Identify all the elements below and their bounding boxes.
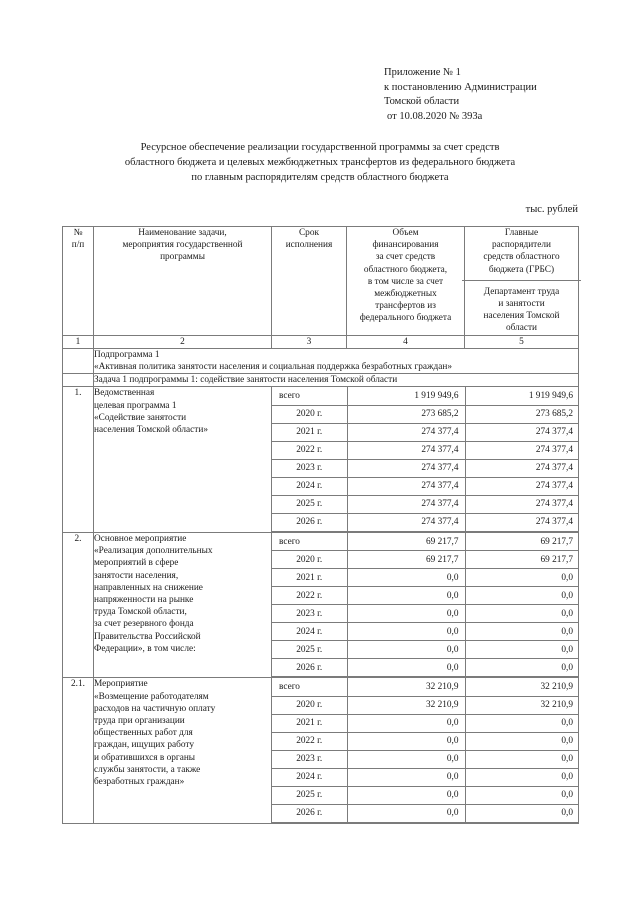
grbs-value: 32 210,9 — [465, 696, 579, 714]
amount-value: 32 210,9 — [347, 678, 465, 696]
section-row-task — [94, 374, 579, 387]
grbs-value: 69 217,7 — [465, 533, 579, 551]
period-label: 2023 г. — [272, 750, 347, 768]
page-title-line: по главным распорядителям средств областного бюджета — [191, 172, 449, 183]
amount-value: 1 919 949,6 — [347, 387, 465, 405]
header-cell-task-name — [94, 227, 272, 336]
grbs-value: 274 377,4 — [465, 459, 579, 477]
header-cell-period — [272, 227, 347, 336]
period-label: 2022 г. — [272, 732, 347, 750]
header-line: программы — [160, 252, 205, 263]
page-title — [62, 140, 578, 185]
row-name-line: «Возмещение работодателям — [94, 691, 209, 702]
appendix-line: от 10.08.2020 № 393а — [387, 110, 483, 122]
period-label: всего — [272, 678, 347, 696]
row-name-line: службы занятости, а также — [94, 764, 201, 775]
row-name-line: занятости населения, — [94, 570, 179, 581]
period-row — [272, 495, 579, 513]
grbs-value: 0,0 — [465, 641, 579, 659]
period-values-grid — [272, 387, 579, 532]
row-name — [94, 678, 272, 824]
column-number: 2 — [94, 335, 272, 348]
amount-value: 274 377,4 — [347, 441, 465, 459]
period-row — [272, 768, 579, 786]
grbs-value: 274 377,4 — [465, 513, 579, 531]
period-row — [272, 804, 579, 822]
row-name-line: Федерации», в том числе: — [94, 643, 196, 654]
appendix-line: Приложение № 1 — [384, 67, 461, 78]
period-row — [272, 605, 579, 623]
period-label: всего — [272, 533, 347, 551]
period-row — [272, 441, 579, 459]
row-name-line: напряженности на рынке — [94, 594, 194, 605]
period-label: 2020 г. — [272, 551, 347, 569]
row-number: 1. — [63, 387, 94, 533]
section-row-number-cell — [63, 348, 94, 373]
grbs-value: 32 210,9 — [465, 678, 579, 696]
row-name-line: расходов на частичную оплату — [94, 703, 216, 714]
grbs-value: 0,0 — [465, 714, 579, 732]
period-label: 2020 г. — [272, 405, 347, 423]
amount-value: 0,0 — [347, 732, 465, 750]
period-values-grid — [272, 533, 579, 678]
header-line: мероприятия государственной — [122, 240, 243, 251]
header-line: Срок — [298, 228, 319, 238]
header-cell-number — [63, 227, 94, 336]
row-name-line: Ведомственная — [94, 388, 155, 399]
period-row — [272, 405, 579, 423]
row-name-line: Основное мероприятие — [94, 533, 187, 544]
header-line: Департамент труда — [483, 286, 560, 297]
amount-value: 274 377,4 — [347, 495, 465, 513]
period-label: 2022 г. — [272, 587, 347, 605]
header-grbs-department — [465, 285, 578, 335]
header-line: в том числе за счет — [367, 276, 444, 287]
section-row-subprogram — [94, 348, 579, 373]
period-label: 2020 г. — [272, 696, 347, 714]
period-label: 2023 г. — [272, 459, 347, 477]
row-values-host — [272, 678, 579, 824]
period-row — [272, 423, 579, 441]
row-name-line: и обратившихся в органы — [94, 752, 196, 763]
section-row-number-cell — [63, 374, 94, 387]
period-row — [272, 750, 579, 768]
row-name-line: населения Томской области» — [94, 425, 208, 436]
period-label: 2025 г. — [272, 641, 347, 659]
appendix-reference — [384, 66, 634, 124]
row-name-line: граждан, ищущих работу — [94, 740, 195, 751]
period-row — [272, 387, 579, 405]
amount-value: 0,0 — [347, 786, 465, 804]
amount-value: 0,0 — [347, 750, 465, 768]
header-line: населения Томской — [483, 311, 560, 322]
period-label: 2025 г. — [272, 495, 347, 513]
row-name-line: труда Томской области, — [94, 607, 187, 618]
grbs-value: 0,0 — [465, 569, 579, 587]
period-label: 2026 г. — [272, 659, 347, 677]
table-section-row — [63, 348, 579, 373]
period-row — [272, 623, 579, 641]
resource-allocation-table — [62, 226, 579, 824]
page-title-line: Ресурсное обеспечение реализации государственной программы за счет средств — [140, 142, 500, 153]
table-column-number-row — [63, 335, 579, 348]
amount-value: 0,0 — [347, 587, 465, 605]
grbs-value: 0,0 — [465, 750, 579, 768]
amount-value: 273 685,2 — [347, 405, 465, 423]
period-row — [272, 533, 579, 551]
units-note: тыс. рублей — [525, 204, 578, 215]
header-line: межбюджетных — [374, 289, 437, 300]
period-label: 2021 г. — [272, 569, 347, 587]
amount-value: 0,0 — [347, 659, 465, 677]
header-line: области — [505, 323, 538, 334]
grbs-value: 274 377,4 — [465, 441, 579, 459]
header-line: распорядители — [492, 240, 551, 251]
section-line: Задача 1 подпрограммы 1: содействие занятости населения Томской области — [94, 375, 398, 386]
header-cell-grbs — [465, 227, 579, 336]
period-row — [272, 714, 579, 732]
grbs-value: 0,0 — [465, 623, 579, 641]
header-grbs-title — [462, 223, 581, 281]
header-line: финансирования — [372, 240, 439, 251]
header-cell-funding-volume — [347, 227, 465, 336]
row-values-host — [272, 387, 579, 533]
grbs-value: 0,0 — [465, 786, 579, 804]
period-row — [272, 477, 579, 495]
header-line: и занятости — [498, 299, 545, 310]
period-row — [272, 587, 579, 605]
section-line: Подпрограмма 1 — [94, 349, 160, 360]
amount-value: 0,0 — [347, 605, 465, 623]
amount-value: 0,0 — [347, 641, 465, 659]
period-label: 2024 г. — [272, 477, 347, 495]
grbs-value: 0,0 — [465, 732, 579, 750]
row-name — [94, 532, 272, 678]
amount-value: 274 377,4 — [347, 459, 465, 477]
period-label: 2025 г. — [272, 786, 347, 804]
table-row — [63, 387, 579, 533]
column-number: 4 — [347, 335, 465, 348]
column-number: 3 — [272, 335, 347, 348]
period-row — [272, 641, 579, 659]
header-line: областного бюджета, — [363, 264, 448, 275]
amount-value: 0,0 — [347, 804, 465, 822]
section-line: «Активная политика занятости населения и социальная поддержка безработных граждан» — [94, 362, 452, 373]
grbs-value: 273 685,2 — [465, 405, 579, 423]
row-values-host — [272, 532, 579, 678]
header-line: федерального бюджета — [359, 313, 452, 324]
period-row — [272, 696, 579, 714]
table-row — [63, 678, 579, 824]
period-label: 2024 г. — [272, 768, 347, 786]
row-name-line: «Содействие занятости — [94, 412, 187, 423]
header-line: исполнения — [285, 240, 333, 251]
resource-table-wrapper — [62, 226, 578, 824]
row-name-line: «Реализация дополнительных — [94, 546, 213, 557]
page-title-line: областного бюджета и целевых межбюджетных трансфертов из федерального бюджета — [124, 157, 516, 168]
grbs-value: 274 377,4 — [465, 477, 579, 495]
grbs-value: 0,0 — [465, 659, 579, 677]
row-name-line: направленных на снижение — [94, 582, 203, 593]
column-number: 1 — [63, 335, 94, 348]
appendix-line: Томской области — [384, 96, 460, 107]
amount-value: 0,0 — [347, 623, 465, 641]
table-header-row — [63, 227, 579, 336]
header-line: трансфертов из — [375, 301, 436, 312]
amount-value: 274 377,4 — [347, 477, 465, 495]
header-line: № — [73, 228, 83, 238]
row-name-line: целевая программа 1 — [94, 400, 177, 411]
period-row — [272, 732, 579, 750]
period-row — [272, 678, 579, 696]
row-number: 2. — [63, 532, 94, 678]
header-line: за счет средств — [375, 252, 436, 263]
grbs-value: 0,0 — [465, 804, 579, 822]
row-name — [94, 387, 272, 533]
period-label: 2026 г. — [272, 804, 347, 822]
grbs-value: 0,0 — [465, 768, 579, 786]
period-label: 2021 г. — [272, 714, 347, 732]
table-section-row — [63, 374, 579, 387]
period-label: 2024 г. — [272, 623, 347, 641]
period-row — [272, 459, 579, 477]
header-line: п/п — [71, 240, 85, 251]
amount-value: 69 217,7 — [347, 551, 465, 569]
period-row — [272, 659, 579, 677]
row-name-line: мероприятий в сфере — [94, 558, 179, 569]
grbs-value: 1 919 949,6 — [465, 387, 579, 405]
amount-value: 274 377,4 — [347, 513, 465, 531]
row-name-line: Правительства Российской — [94, 631, 201, 642]
period-label: 2021 г. — [272, 423, 347, 441]
row-name-line: Мероприятие — [94, 679, 148, 690]
amount-value: 274 377,4 — [347, 423, 465, 441]
row-name-line: труда при организации — [94, 716, 185, 727]
header-line: Наименование задачи, — [138, 228, 227, 238]
period-values-grid — [272, 678, 579, 823]
amount-value: 0,0 — [347, 569, 465, 587]
amount-value: 32 210,9 — [347, 696, 465, 714]
period-row — [272, 513, 579, 531]
row-name-line: за счет резервного фонда — [94, 619, 194, 630]
appendix-line: к постановлению Администрации — [384, 81, 537, 93]
period-row — [272, 551, 579, 569]
grbs-value: 0,0 — [465, 605, 579, 623]
grbs-value: 0,0 — [465, 587, 579, 605]
period-row — [272, 569, 579, 587]
header-line: средств областного — [483, 252, 560, 263]
grbs-value: 274 377,4 — [465, 423, 579, 441]
period-label: 2022 г. — [272, 441, 347, 459]
header-line: Объем — [392, 228, 419, 238]
header-line: бюджета (ГРБС) — [488, 264, 555, 275]
grbs-value: 69 217,7 — [465, 551, 579, 569]
column-number: 5 — [465, 335, 579, 348]
table-row — [63, 532, 579, 678]
period-row — [272, 786, 579, 804]
amount-value: 0,0 — [347, 768, 465, 786]
grbs-value: 274 377,4 — [465, 495, 579, 513]
amount-value: 69 217,7 — [347, 533, 465, 551]
row-number: 2.1. — [63, 678, 94, 824]
row-name-line: безработных граждан» — [94, 777, 185, 788]
period-label: 2023 г. — [272, 605, 347, 623]
header-line: Главные — [504, 228, 539, 238]
row-name-line: общественных работ для — [94, 728, 193, 739]
period-label: всего — [272, 387, 347, 405]
period-label: 2026 г. — [272, 513, 347, 531]
amount-value: 0,0 — [347, 714, 465, 732]
